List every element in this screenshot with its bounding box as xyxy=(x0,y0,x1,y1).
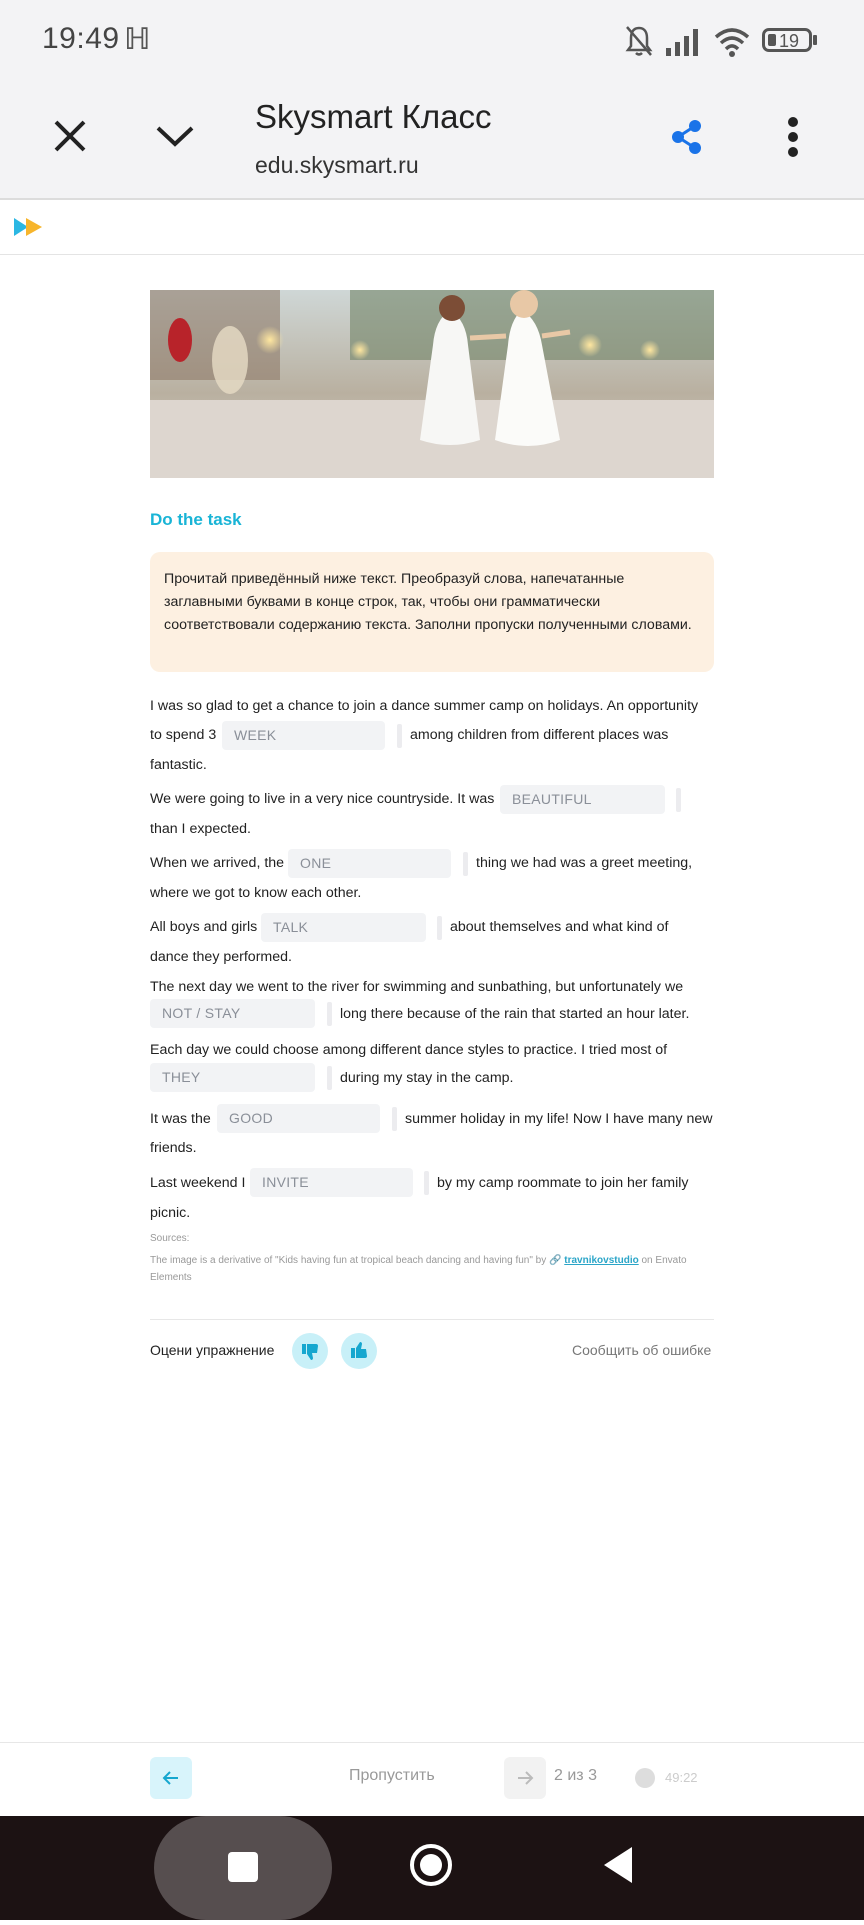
page-counter: 2 из 3 xyxy=(554,1767,597,1784)
next-button[interactable] xyxy=(504,1757,546,1799)
chevron-down-icon[interactable] xyxy=(154,122,196,150)
source-author-link[interactable]: travnikovstudio xyxy=(564,1255,639,1266)
timer-icon xyxy=(635,1768,655,1788)
share-icon[interactable] xyxy=(670,118,704,156)
report-error-link[interactable]: Сообщить об ошибке xyxy=(572,1342,712,1358)
thumbs-down-button[interactable] xyxy=(292,1333,328,1369)
instruction-box: Прочитай приведённый ниже текст. Преобразуй слова, напечатанные заглавными буквами в конце строк, так, чтобы они грамматически соответствовали содержанию текста. Заполни пропуски полученными словами. xyxy=(150,552,714,672)
mute-bell-icon xyxy=(624,24,654,58)
close-icon[interactable] xyxy=(52,118,88,154)
exercise-text: We were going to live in a very nice countryside. It was xyxy=(150,791,495,807)
skip-button[interactable]: Пропустить xyxy=(349,1767,435,1784)
status-time: 19:49 xyxy=(42,22,120,55)
battery-level: 19 xyxy=(779,31,800,51)
source-text: on Envato Elements xyxy=(150,1255,687,1283)
exercise-text: to spend 3 xyxy=(150,727,217,743)
exercise-text: fantastic. xyxy=(150,757,207,773)
answer-input-good[interactable]: GOOD xyxy=(217,1104,380,1133)
page-url: edu.skysmart.ru xyxy=(255,152,419,178)
exercise-text: friends. xyxy=(150,1140,197,1156)
exercise-text: among children from different places was xyxy=(410,727,669,743)
thumbs-down-icon xyxy=(292,1333,328,1369)
thumbs-up-icon xyxy=(341,1333,377,1369)
battery-icon xyxy=(762,28,812,52)
link-icon: 🔗 xyxy=(549,1255,562,1266)
answer-input-not-stay[interactable]: NOT / STAY xyxy=(150,999,315,1028)
exercise-text: When we arrived, the xyxy=(150,855,285,871)
exercise-text: It was the xyxy=(150,1111,211,1127)
task-heading: Do the task xyxy=(150,510,242,529)
exercise-text: dance they performed. xyxy=(150,949,292,965)
exercise-text: long there because of the rain that started an hour later. xyxy=(340,1006,690,1022)
exercise-text: All boys and girls xyxy=(150,919,258,935)
exercise-text: about themselves and what kind of xyxy=(450,919,669,935)
exercise-text: picnic. xyxy=(150,1205,191,1221)
timer: 49:22 xyxy=(665,1770,698,1785)
source-text: The image is a derivative of "Kids having fun at tropical beach dancing and having fun" by xyxy=(150,1255,547,1266)
back-triangle-icon[interactable] xyxy=(600,1844,636,1886)
answer-input-they[interactable]: THEY xyxy=(150,1063,315,1092)
exercise-text: by my camp roommate to join her family xyxy=(437,1175,689,1191)
arrow-left-icon xyxy=(150,1757,192,1799)
exercise-text: Last weekend I xyxy=(150,1175,246,1191)
exercise-text: Each day we could choose among different dance styles to practice. I tried most of xyxy=(150,1042,668,1058)
home-button[interactable] xyxy=(408,1842,454,1888)
recents-button[interactable] xyxy=(154,1816,332,1920)
exercise-text: I was so glad to get a chance to join a dance summer camp on holidays. An opportunity xyxy=(150,698,699,714)
signal-icon xyxy=(664,24,704,58)
exercise-text: during my stay in the camp. xyxy=(340,1070,514,1086)
hero-image xyxy=(150,290,714,478)
thumbs-up-button[interactable] xyxy=(341,1333,377,1369)
exercise-text: summer holiday in my life! Now I have many new xyxy=(405,1111,713,1127)
answer-input-one[interactable]: ONE xyxy=(288,849,451,878)
page-title: Skysmart Класс xyxy=(255,98,492,135)
site-toolbar xyxy=(0,200,864,255)
answer-input-invite[interactable]: INVITE xyxy=(250,1168,413,1197)
rate-label: Оцени упражнение xyxy=(150,1342,275,1358)
skysmart-logo-icon[interactable] xyxy=(12,216,44,238)
exercise-text: The next day we went to the river for swimming and sunbathing, but unfortunately we xyxy=(150,979,684,995)
answer-input-talk[interactable]: TALK xyxy=(261,913,426,942)
source-credit xyxy=(150,1252,714,1286)
previous-button[interactable] xyxy=(150,1757,192,1799)
sources-label: Sources: xyxy=(150,1233,190,1244)
answer-input-beautiful[interactable]: BEAUTIFUL xyxy=(500,785,665,814)
arrow-right-icon xyxy=(504,1757,546,1799)
exercise-text: than I expected. xyxy=(150,821,251,837)
exercise-text: thing we had was a greet meeting, xyxy=(476,855,693,871)
square-icon xyxy=(154,1816,332,1920)
more-options-icon[interactable] xyxy=(786,116,800,158)
exercise-text: where we got to know each other. xyxy=(150,885,362,901)
divider xyxy=(150,1319,714,1320)
answer-input-week[interactable]: WEEK xyxy=(222,721,385,750)
notification-icon: ℍ xyxy=(124,23,151,56)
wifi-icon xyxy=(712,24,752,58)
